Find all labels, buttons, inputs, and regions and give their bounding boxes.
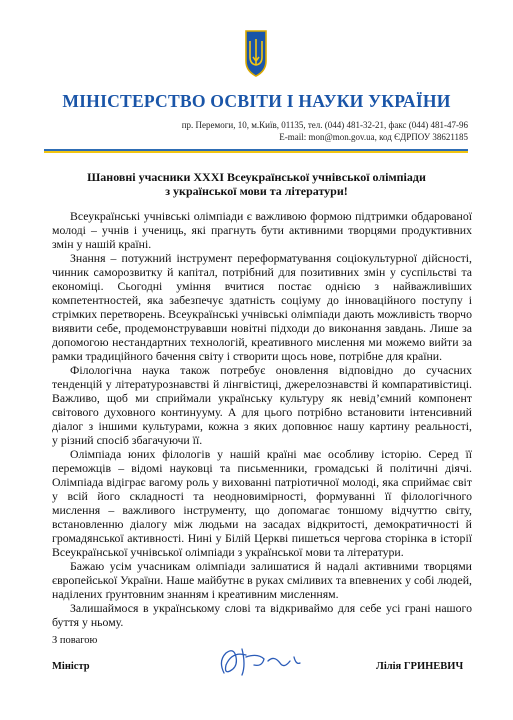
closing-regards: З повагою [52, 635, 98, 646]
body-line: економіці. Сьогодні уміння вчитися постає однією з найважливіших [52, 279, 472, 293]
body-line: у всій його складності та неодновимірності, формуванні її філологічного [52, 489, 472, 503]
flag-stripe-yellow [44, 151, 468, 153]
body-line: Бажаю усім учасникам олімпіади залишатися й надалі активними творцями [70, 559, 472, 573]
body-line: встановленню діалогу між людьми на засадах відкритості, демократичності й [52, 517, 472, 531]
body-line: світового духовного континууму. А для цього потрібно встановити інтенсивний [52, 405, 472, 419]
body-line: Філологічна наука також потребує оновлення відповідно до сучасних [70, 363, 472, 377]
body-line: у різний спосіб збагачуючи її. [52, 433, 203, 447]
body-line: Всеукраїнські учнівські олімпіади є важливою формою підтримки обдарованої [70, 209, 472, 223]
trident-emblem-icon [243, 27, 269, 79]
body-line: наділених ґрунтовним знанням і креативним мисленням. [52, 587, 339, 601]
body-line: компетентностей, яка забезпечує здатність соціуму до інноваційного поступу і [52, 293, 472, 307]
body-line: виявити себе, продемонструвавши новітні підходи до виконання завдань. Лише за [52, 321, 472, 335]
body-line: Олімпіада юних філологів у нашій країні має особливу історію. Серед її [70, 447, 472, 461]
signatory-name: Лілія ГРИНЕВИЧ [376, 661, 464, 672]
body-line: молоді – учнів і учениць, які прагнуть бути активними творцями продуктивних [52, 223, 472, 237]
body-line: громадянської активності. Нині у Білій Церкві пишеться чергова сторінка в історії [52, 531, 472, 545]
body-line: мислення – важливого інструменту, що допомагає тоншому відчуттю світу, [52, 503, 472, 517]
body-line: Олімпіада відіграє вагому роль у вихованні патріотичної молоді, яка сприймає світ [52, 475, 472, 489]
greeting-line: Шановні учасники ХХХІ Всеукраїнської учнівської олімпіади [87, 170, 426, 184]
contact-line: E-mail: mon@mon.gov.ua, код ЄДРПОУ 38621185 [279, 132, 468, 142]
body-line: чинник саморозвитку й капітал, потрібний для позитивних змін у суспільстві та [52, 265, 472, 279]
body-line: Залишаймося в українському слові та відкриваймо для себе усі грані нашого [70, 601, 472, 615]
body-line: Всеукраїнської учнівської олімпіади з української мови та літератури. [52, 545, 404, 559]
body-line: європейської України. Наше майбутнє в руках сміливих та впевнених у собі людей, [52, 573, 472, 587]
greeting-line: з української мови та літератури! [165, 184, 348, 198]
address-line: пр. Перемоги, 10, м.Київ, 01135, тел. (044) 481-32-21, факс (044) 481-47-96 [181, 120, 468, 130]
body-line: Важливо, щоб ми сприймали українську культуру як невід’ємний компонент [52, 391, 472, 405]
body-line: діалог з іншими культурами, кожна з яких доповнює нашу картину реальності, [52, 419, 472, 433]
body-line: стрімких перетворень. Всеукраїнські учнівські олімпіади дають можливість творчо [52, 307, 472, 321]
signatory-position: Міністр [52, 661, 90, 672]
body-line: змін у нашій країні. [52, 237, 152, 251]
body-line: переможців – відомі науковці та письменники, громадські й політичні діячі. [52, 461, 472, 475]
body-line: буття у ньому. [52, 615, 124, 629]
body-line: рамки традиційного бачення світу і створити щось нове, потрібне для країни. [52, 349, 443, 363]
body-line: тенденцій у літературознавстві й лінгвістиці, джерелознавстві й компаративістиці. [52, 377, 472, 391]
body-line: допомогою нестандартних технологій, креативного мислення ми можемо вийти за [52, 335, 472, 349]
body-line: Знання – потужний інструмент переформатування соціокультурної дійсності, [70, 251, 472, 265]
handwritten-signature-icon [212, 643, 312, 679]
ministry-title: МІНІСТЕРСТВО ОСВІТИ І НАУКИ УКРАЇНИ [62, 91, 451, 111]
